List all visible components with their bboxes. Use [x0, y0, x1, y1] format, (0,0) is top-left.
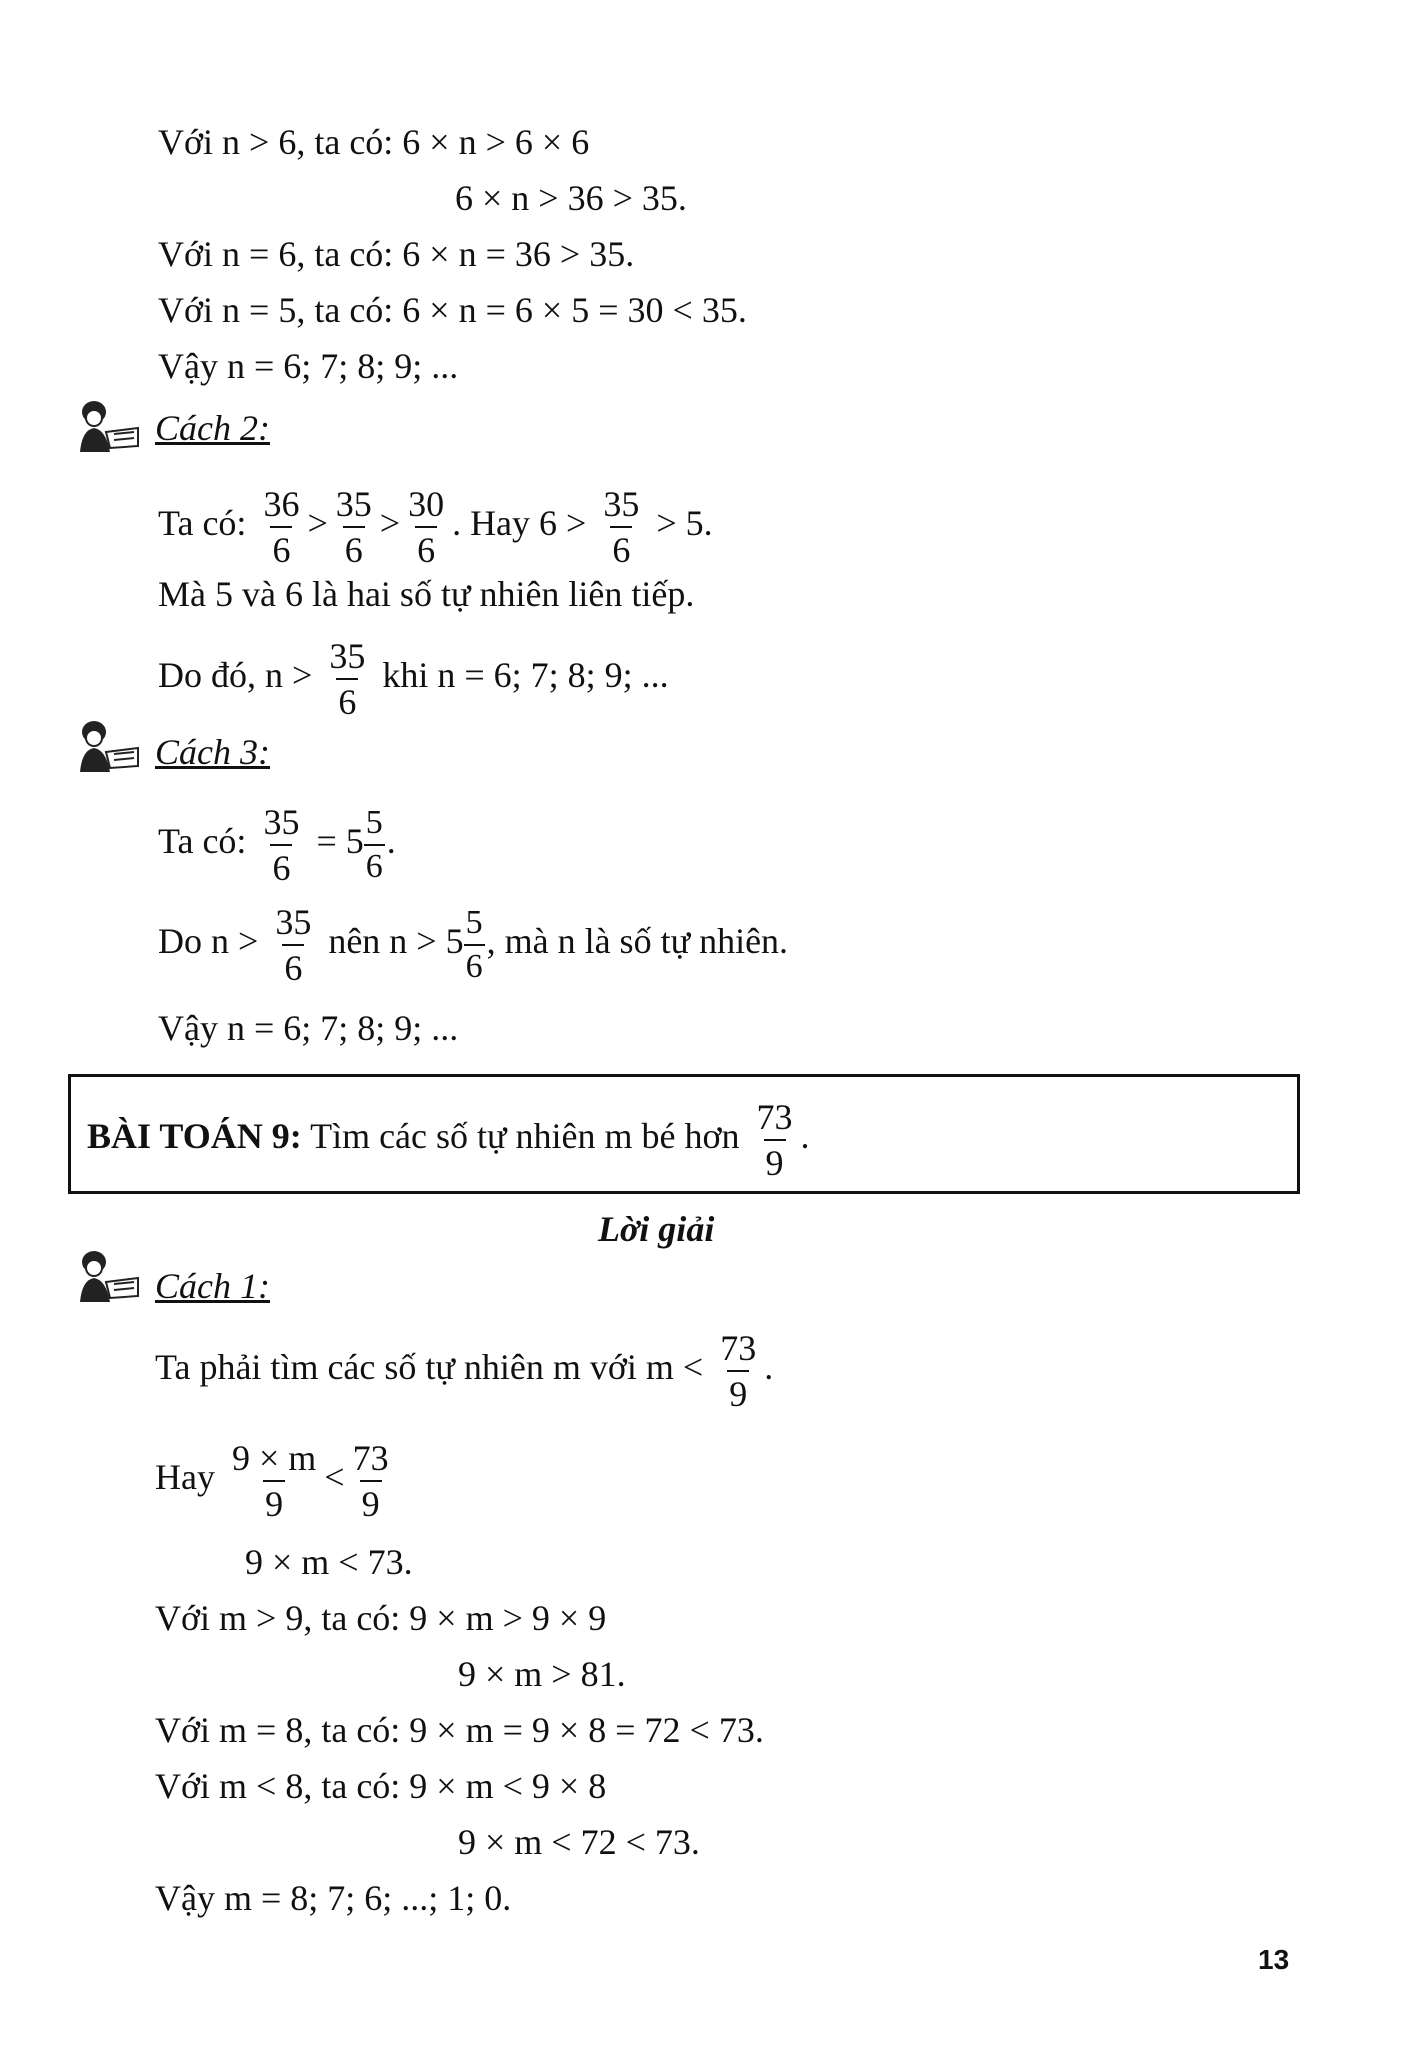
fraction: [718, 1327, 758, 1414]
denominator: 9: [764, 1139, 786, 1181]
text: = 5: [316, 821, 364, 861]
method-title: Cách 1:: [155, 1266, 270, 1306]
fraction: [273, 901, 313, 988]
text: .: [764, 1347, 774, 1387]
method-title: Cách 2:: [155, 408, 270, 448]
numerator: 30: [408, 483, 445, 524]
math-line: [158, 630, 669, 720]
fraction: [601, 483, 641, 570]
fraction: [351, 1437, 391, 1524]
numerator: 5: [365, 803, 383, 841]
text: nên n > 5: [328, 921, 464, 961]
fraction: [327, 635, 367, 722]
text: Hay: [155, 1457, 215, 1497]
denominator: 9: [360, 1480, 382, 1522]
text-line: Với m = 8, ta có: 9 × m = 9 × 8 = 72 < 73.: [155, 1710, 764, 1750]
fraction: [406, 483, 446, 570]
text-line: Với n = 6, ta có: 6 × n = 36 > 35.: [158, 234, 635, 274]
fraction: [755, 1096, 795, 1183]
denominator: 9: [727, 1370, 749, 1412]
denominator: 9: [263, 1480, 285, 1522]
text: .: [386, 821, 396, 861]
numerator: 5: [465, 903, 483, 941]
text-line: 9 × m < 73.: [245, 1542, 413, 1582]
text-line: Với n > 6, ta có: 6 × n > 6 × 6: [158, 122, 590, 162]
text: .: [800, 1116, 810, 1156]
denominator: 6: [610, 526, 632, 568]
text: Tìm các số tự nhiên m bé hơn: [310, 1116, 740, 1156]
denominator: 6: [464, 944, 485, 984]
numerator: 73: [352, 1437, 389, 1478]
text: > 5.: [656, 503, 713, 543]
numerator: 36: [263, 483, 300, 524]
text: Ta có:: [158, 503, 247, 543]
fraction: [464, 903, 485, 985]
math-line: [158, 478, 713, 568]
method-title: Cách 3:: [155, 732, 270, 772]
mixed-number: [316, 803, 386, 885]
denominator: 6: [336, 678, 358, 720]
math-line: [158, 896, 788, 986]
text-line: 9 × m > 81.: [458, 1654, 626, 1694]
denominator: 6: [270, 526, 292, 568]
text-line: Vậy n = 6; 7; 8; 9; ...: [158, 346, 459, 386]
text: Do đó, n >: [158, 655, 313, 695]
numerator: 35: [329, 635, 366, 676]
math-line: [158, 796, 396, 886]
numerator: 73: [720, 1327, 757, 1368]
math-line: [155, 1432, 397, 1522]
numerator: 73: [756, 1096, 793, 1137]
text: , mà n là số tự nhiên.: [486, 921, 789, 961]
text: Do n >: [158, 921, 259, 961]
denominator: 6: [364, 844, 385, 884]
operator: >: [379, 503, 401, 543]
problem-statement: [87, 1091, 810, 1181]
text-line: Với n = 5, ta có: 6 × n = 6 × 5 = 30 < 35.: [158, 290, 747, 330]
text-line: Vậy n = 6; 7; 8; 9; ...: [158, 1008, 459, 1048]
text: Ta có:: [158, 821, 247, 861]
text: Ta phải tìm các số tự nhiên m với m <: [155, 1347, 704, 1387]
denominator: 6: [270, 844, 292, 886]
student-reading-icon: [72, 1248, 144, 1304]
page-number: 13: [1258, 1944, 1290, 1975]
text: khi n = 6; 7; 8; 9; ...: [382, 655, 669, 695]
fraction: [364, 803, 385, 885]
solution-heading: Lời giải: [598, 1209, 715, 1249]
fraction: [261, 483, 301, 570]
text-line: Với m > 9, ta có: 9 × m > 9 × 9: [155, 1598, 607, 1638]
numerator: 35: [275, 901, 312, 942]
student-reading-icon: [72, 398, 144, 454]
text-line: 9 × m < 72 < 73.: [458, 1822, 700, 1862]
math-line: [155, 1322, 773, 1412]
denominator: 6: [343, 526, 365, 568]
text-line: Với m < 8, ta có: 9 × m < 9 × 8: [155, 1766, 607, 1806]
problem-label: BÀI TOÁN 9:: [87, 1116, 302, 1156]
fraction: [334, 483, 374, 570]
fraction: [230, 1437, 318, 1524]
text-line: 6 × n > 36 > 35.: [455, 178, 687, 218]
operator: >: [307, 503, 328, 543]
numerator: 9 × m: [231, 1437, 317, 1478]
numerator: 35: [263, 801, 300, 842]
problem-box: [68, 1074, 1300, 1194]
fraction: [261, 801, 301, 888]
denominator: 6: [415, 526, 437, 568]
text-line: Vậy m = 8; 7; 6; ...; 1; 0.: [155, 1878, 512, 1918]
text-line: Mà 5 và 6 là hai số tự nhiên liên tiếp.: [158, 574, 695, 614]
operator: <: [324, 1457, 345, 1497]
student-reading-icon: [72, 718, 144, 774]
mixed-number: [328, 903, 486, 985]
text: . Hay 6 >: [452, 503, 587, 543]
denominator: 6: [282, 944, 304, 986]
numerator: 35: [335, 483, 372, 524]
numerator: 35: [603, 483, 640, 524]
